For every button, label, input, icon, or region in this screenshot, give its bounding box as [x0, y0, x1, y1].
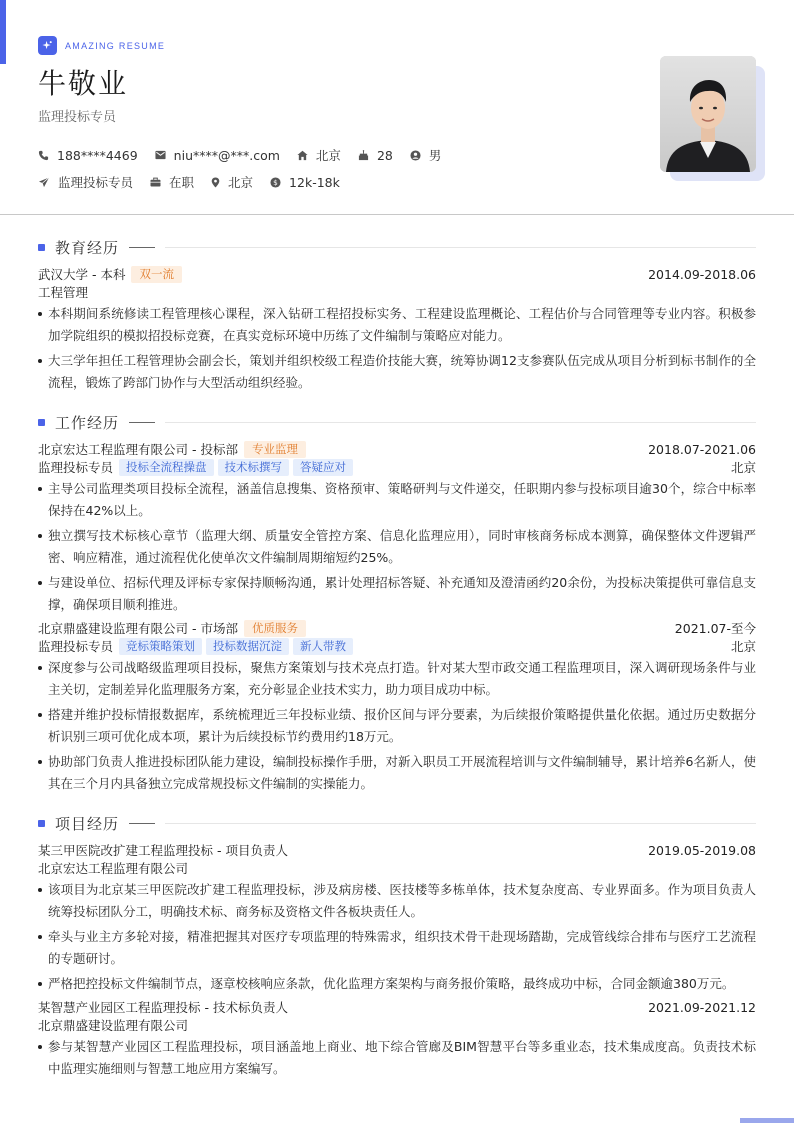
- work-role-row: [38, 458, 756, 476]
- work-entry: [38, 440, 756, 616]
- home-text: 北京: [315, 148, 341, 163]
- job-role: 监理投标专员: [38, 460, 114, 475]
- education-major-row: [38, 283, 756, 301]
- svg-text:$: $: [273, 177, 278, 187]
- education-section: [38, 233, 756, 394]
- work-bullets: [38, 478, 756, 616]
- project-entry: [38, 841, 756, 995]
- work-section: [38, 408, 756, 795]
- skill-tag: 技术标撰写: [218, 459, 290, 476]
- home-icon: [297, 150, 308, 161]
- education-date: 2014.09-2018.06: [648, 266, 756, 282]
- section-dash: [129, 247, 155, 248]
- contact-row: [38, 146, 458, 164]
- section-marker: [38, 244, 45, 251]
- school-badge: 双一流: [131, 266, 182, 283]
- resume-header: [38, 36, 758, 214]
- list-item: 大三学年担任工程管理协会副会长，策划并组织校级工程造价技能大赛，统筹协调12支参赛队伍完成从项目分析到标书制作的全流程，锻炼了跨部门协作与大型活动组织经验。: [38, 350, 756, 394]
- send-icon: [38, 177, 50, 188]
- candidate-title: 监理投标专员: [38, 110, 117, 125]
- work-entry-header: [38, 619, 756, 637]
- section-dash: [129, 422, 155, 423]
- status-text: 在职: [169, 175, 195, 190]
- company-name: 北京鼎盛建设监理有限公司 - 市场部: [38, 621, 238, 636]
- work-bullets: [38, 657, 756, 795]
- status-info: [150, 173, 194, 191]
- target-city-text: 北京: [228, 175, 254, 190]
- list-item: 牵头与业主方多轮对接，精准把握其对医疗专项监理的特殊需求，组织技术骨干赴现场踏勘，完成管线综合排布与医疗工艺流程的专题研讨。: [38, 926, 756, 970]
- salary-text: 12k-18k: [289, 174, 340, 190]
- location-pin-icon: [211, 177, 220, 188]
- project-entry-header: [38, 841, 756, 859]
- list-item: 协助部门负责人推进投标团队能力建设，编制投标操作手册，对新入职员工开展流程培训与文件编制辅导，累计培养6名新人，使其在三个月内具备独立完成常规投标文件编制的实操能力。: [38, 751, 756, 795]
- list-item: 严格把控投标文件编制节点，逐章校核响应条款，优化监理方案架构与商务报价策略，最终成功中标，合同金额逾380万元。: [38, 973, 756, 995]
- section-rule: [165, 247, 756, 248]
- job-intent-row: [38, 173, 357, 191]
- sparkle-icon: [38, 36, 57, 55]
- candidate-name: 牛敬业: [38, 67, 129, 100]
- list-item: 主导公司监理类项目投标全流程，涵盖信息搜集、资格预审、策略研判与文件递交，任职期内参与投标项目逾30个，综合中标率保持在42%以上。: [38, 478, 756, 522]
- work-heading: [38, 408, 756, 436]
- list-item: 该项目为北京某三甲医院改扩建工程监理投标，涉及病房楼、医技楼等多栋单体，技术复杂度高、专业界面多。作为项目负责人统筹投标团队分工，明确技术标、商务标及资格文件各板块责任人。: [38, 879, 756, 923]
- user-icon: [410, 150, 421, 161]
- section-rule: [165, 422, 756, 423]
- projects-section: [38, 809, 756, 1080]
- age-text: 28: [376, 147, 393, 163]
- section-dash: [129, 823, 155, 824]
- email-text: niu****@***.com: [173, 147, 280, 163]
- phone-icon: [38, 150, 49, 161]
- money-icon: [270, 177, 281, 188]
- project-date: 2019.05-2019.08: [648, 842, 756, 858]
- company-badge: 优质服务: [244, 620, 306, 637]
- education-entry-header: [38, 265, 756, 283]
- projects-heading: [38, 809, 756, 837]
- list-item: 搭建并维护投标情报数据库，系统梳理近三年投标业绩、报价区间与评分要素，为后续报价策略提供量化依据。通过历史数据分析识别三项可优化成本项，累计为后续投标节约费用约18万元。: [38, 704, 756, 748]
- left-accent-bar: [0, 0, 6, 64]
- skill-tag: 新人带教: [293, 638, 353, 655]
- list-item: 深度参与公司战略级监理项目投标，聚焦方案策划与技术亮点打造。针对某大型市政交通工程监理项目，深入调研现场条件与业主关切，定制差异化监理服务方案，充分彰显企业技术实力，助力项目成功中标。: [38, 657, 756, 701]
- skill-tag: 投标数据沉淀: [206, 638, 289, 655]
- skill-tag: 答疑应对: [293, 459, 353, 476]
- job-location: 北京: [730, 460, 756, 475]
- gender-info: [410, 146, 442, 164]
- header-divider: [0, 214, 794, 215]
- project-company-row: [38, 859, 756, 877]
- company-badge: 专业监理: [244, 441, 306, 458]
- phone-info: [38, 148, 138, 163]
- target-role-text: 监理投标专员: [58, 175, 134, 190]
- section-marker: [38, 820, 45, 827]
- project-company-row: [38, 1016, 756, 1034]
- work-date: 2021.07-至今: [674, 621, 756, 636]
- education-title: 教育经历: [55, 238, 120, 257]
- projects-title: 项目经历: [55, 814, 120, 833]
- project-date: 2021.09-2021.12: [648, 999, 756, 1015]
- school-name: 武汉大学 - 本科: [38, 267, 126, 282]
- skill-tag: 竞标策略策划: [119, 638, 202, 655]
- list-item: 独立撰写技术标核心章节（监理大纲、质量安全管控方案、信息化监理应用），同时审核商务标成本测算，确保整体文件逻辑严密、响应精准，通过流程优化使单次文件编制周期缩短约25%。: [38, 525, 756, 569]
- bottom-accent-bar: [740, 1118, 794, 1123]
- project-company: 北京鼎盛建设监理有限公司: [38, 1018, 189, 1033]
- salary-info: [270, 175, 340, 190]
- cake-icon: [358, 150, 369, 161]
- project-bullets: [38, 879, 756, 995]
- brand: [38, 36, 758, 55]
- email-info: [155, 148, 280, 163]
- project-entry: [38, 998, 756, 1080]
- project-name: 某智慧产业园区工程监理投标 - 技术标负责人: [38, 1000, 288, 1015]
- work-role-row: [38, 637, 756, 655]
- education-bullets: [38, 303, 756, 394]
- section-rule: [165, 823, 756, 824]
- education-heading: [38, 233, 756, 261]
- list-item: 本科期间系统修读工程管理核心课程，深入钻研工程招投标实务、工程建设监理概论、工程估价与合同管理等专业内容。积极参加学院组织的模拟招投标竞赛，在真实竞标环境中历练了文件编制与策略应对能力。: [38, 303, 756, 347]
- gender-text: 男: [428, 148, 442, 163]
- project-bullets: [38, 1036, 756, 1080]
- company-name: 北京宏达工程监理有限公司 - 投标部: [38, 442, 238, 457]
- briefcase-icon: [150, 177, 161, 187]
- project-company: 北京宏达工程监理有限公司: [38, 861, 189, 876]
- resume-body: [38, 233, 756, 1094]
- skill-tag: 投标全流程操盘: [119, 459, 214, 476]
- list-item: 参与某智慧产业园区工程监理投标，项目涵盖地上商业、地下综合管廊及BIM智慧平台等多重业态，技术集成度高。负责技术标中监理实施细则与智慧工地应用方案编写。: [38, 1036, 756, 1080]
- section-marker: [38, 419, 45, 426]
- target-role-info: [38, 173, 133, 191]
- brand-text: AMAZING RESUME: [65, 40, 166, 51]
- project-name: 某三甲医院改扩建工程监理投标 - 项目负责人: [38, 843, 288, 858]
- work-entry: [38, 619, 756, 795]
- major: 工程管理: [38, 285, 89, 300]
- work-entry-header: [38, 440, 756, 458]
- project-entry-header: [38, 998, 756, 1016]
- job-location: 北京: [730, 639, 756, 654]
- phone-text: 188****4469: [57, 147, 138, 163]
- age-info: [358, 148, 393, 163]
- home-info: [297, 146, 341, 164]
- work-date: 2018.07-2021.06: [648, 441, 756, 457]
- mail-icon: [155, 150, 166, 160]
- target-city-info: [211, 173, 253, 191]
- job-role: 监理投标专员: [38, 639, 114, 654]
- list-item: 与建设单位、招标代理及评标专家保持顺畅沟通，累计处理招标答疑、补充通知及澄清函约20余份，为投标决策提供可靠信息支撑，确保项目顺利推进。: [38, 572, 756, 616]
- work-title: 工作经历: [55, 413, 120, 432]
- profile-photo: [660, 56, 756, 172]
